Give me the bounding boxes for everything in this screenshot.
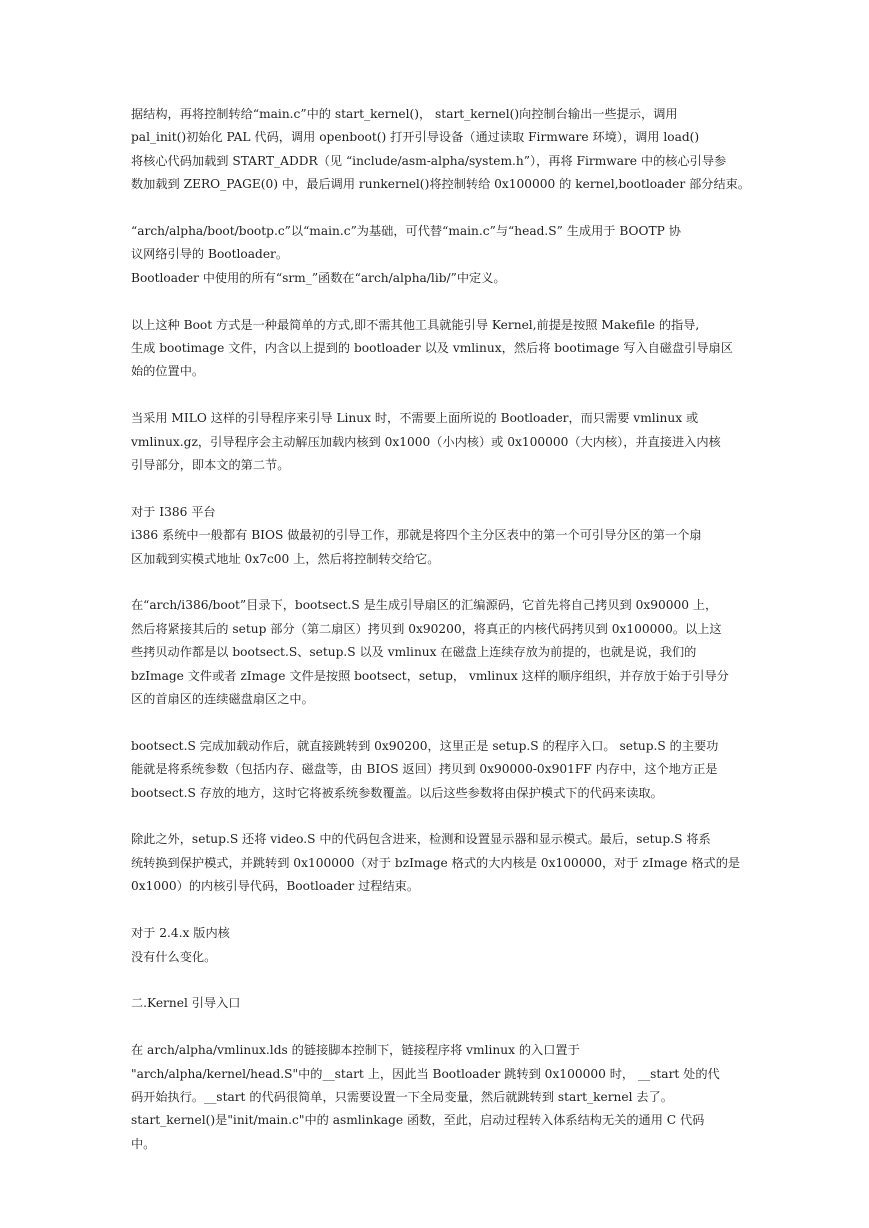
text-line: 统转换到保护模式，并跳转到 0x100000（对于 bzImage 格式的大内核是 0x100000，对于 zImage 格式的是 [131, 855, 741, 870]
text-line: vmlinux.gz，引导程序会主动解压加载内核到 0x1000（小内核）或 0x100000（大内核），并直接进入内核 [131, 434, 721, 449]
text-line: bootsect.S 存放的地方，这时它将被系统参数覆盖。以后这些参数将由保护模式下的代码来读取。 [131, 785, 663, 800]
text-line: 中。 [131, 1136, 156, 1151]
text-line: "arch/alpha/kernel/head.S"中的__start 上，因此当 Bootloader 跳转到 0x100000 时， __start 处的代 [131, 1066, 720, 1081]
text-line: 对于 2.4.x 版内核 [131, 926, 230, 941]
text-line: 始的位置中。 [131, 364, 205, 379]
text-line: bzImage 文件或者 zImage 文件是按照 bootsect，setup， vmlinux 这样的顺序组织，并存放于始于引导分 [131, 668, 729, 683]
paragraph [131, 501, 743, 571]
text-line: 数加载到 ZERO_PAGE(0) 中，最后调用 runkernel()将控制转给 0x100000 的 kernel,bootloader 部分结束。 [131, 177, 751, 192]
paragraph [131, 828, 743, 898]
text-line: 然后将紧接其后的 setup 部分（第二扇区）拷贝到 0x90200，将真正的内核代码拷贝到 0x100000。以上这 [131, 621, 722, 636]
text-line: 将核心代码加载到 START_ADDR（见 “include/asm-alpha/system.h”），再将 Firmware 中的核心引导参 [131, 153, 727, 168]
text-line: 以上这种 Boot 方式是一种最简单的方式,即不需其他工具就能引导 Kernel,前提是按照 Makefile 的指导, [131, 317, 700, 332]
text-line: start_kernel()是"init/main.c"中的 asmlinkage 函数，至此，启动过程转入体系结构无关的通用 C 代码 [131, 1113, 705, 1128]
paragraph [131, 922, 743, 969]
text-line: 二.Kernel 引导入口 [131, 996, 241, 1011]
text-line: 生成 bootimage 文件，内含以上提到的 bootloader 以及 vmlinux，然后将 bootimage 写入自磁盘引导扇区 [131, 341, 733, 356]
paragraph [131, 992, 743, 1015]
text-line: 除此之外，setup.S 还将 video.S 中的代码包含进来，检测和设置显示器和显示模式。最后，setup.S 将系 [131, 832, 711, 847]
text-line: 对于 I386 平台 [131, 504, 216, 519]
text-line: “arch/alpha/boot/bootp.c”以“main.c”为基础，可代替“main.c”与“head.S” 生成用于 BOOTP 协 [131, 224, 681, 239]
text-line: 在 arch/alpha/vmlinux.lds 的链接脚本控制下，链接程序将 vmlinux 的入口置于 [131, 1043, 580, 1058]
text-line: 些拷贝动作都是以 bootsect.S、setup.S 以及 vmlinux 在磁盘上连续存放为前提的，也就是说，我们的 [131, 645, 697, 660]
text-line: Bootloader 中使用的所有“srm_”函数在“arch/alpha/lib/”中定义。 [131, 270, 506, 285]
text-line: i386 系统中一般都有 BIOS 做最初的引导工作，那就是将四个主分区表中的第一个可引导分区的第一个扇 [131, 528, 702, 543]
text-line: 码开始执行。__start 的代码很简单，只需要设置一下全局变量，然后就跳转到 start_kernel 去了。 [131, 1089, 673, 1104]
text-line: 0x1000）的内核引导代码，Bootloader 过程结束。 [131, 879, 420, 894]
paragraph [131, 1039, 743, 1156]
text-line: 区加载到实模式地址 0x7c00 上，然后将控制转交给它。 [131, 551, 440, 566]
paragraph [131, 103, 751, 197]
document-body [131, 103, 751, 1180]
text-line: 能就是将系统参数（包括内存、磁盘等，由 BIOS 返回）拷贝到 0x90000-0x901FF 内存中，这个地方正是 [131, 762, 718, 777]
text-line: 没有什么变化。 [131, 949, 217, 964]
text-line: pal_init()初始化 PAL 代码，调用 openboot() 打开引导设备（通过读取 Firmware 环境），调用 load() [131, 130, 700, 145]
paragraph [131, 220, 743, 290]
paragraph [131, 314, 743, 384]
text-line: 当采用 MILO 这样的引导程序来引导 Linux 时，不需要上面所说的 Bootloader，而只需要 vmlinux 或 [131, 411, 699, 426]
text-line: 引导部分，即本文的第二节。 [131, 458, 290, 473]
paragraph [131, 407, 743, 477]
text-line: 区的首扇区的连续磁盘扇区之中。 [131, 692, 314, 707]
text-line: 议网络引导的 Bootloader。 [131, 247, 289, 262]
text-line: 在“arch/i386/boot”目录下，bootsect.S 是生成引导扇区的汇编源码，它首先将自己拷贝到 0x90000 上， [131, 598, 718, 613]
paragraph [131, 594, 743, 711]
text-line: 据结构，再将控制转给“main.c”中的 start_kernel()， start_kernel()向控制台输出一些提示，调用 [131, 107, 678, 121]
text-line: bootsect.S 完成加载动作后，就直接跳转到 0x90200，这里正是 setup.S 的程序入口。 setup.S 的主要功 [131, 738, 719, 753]
paragraph [131, 735, 743, 805]
